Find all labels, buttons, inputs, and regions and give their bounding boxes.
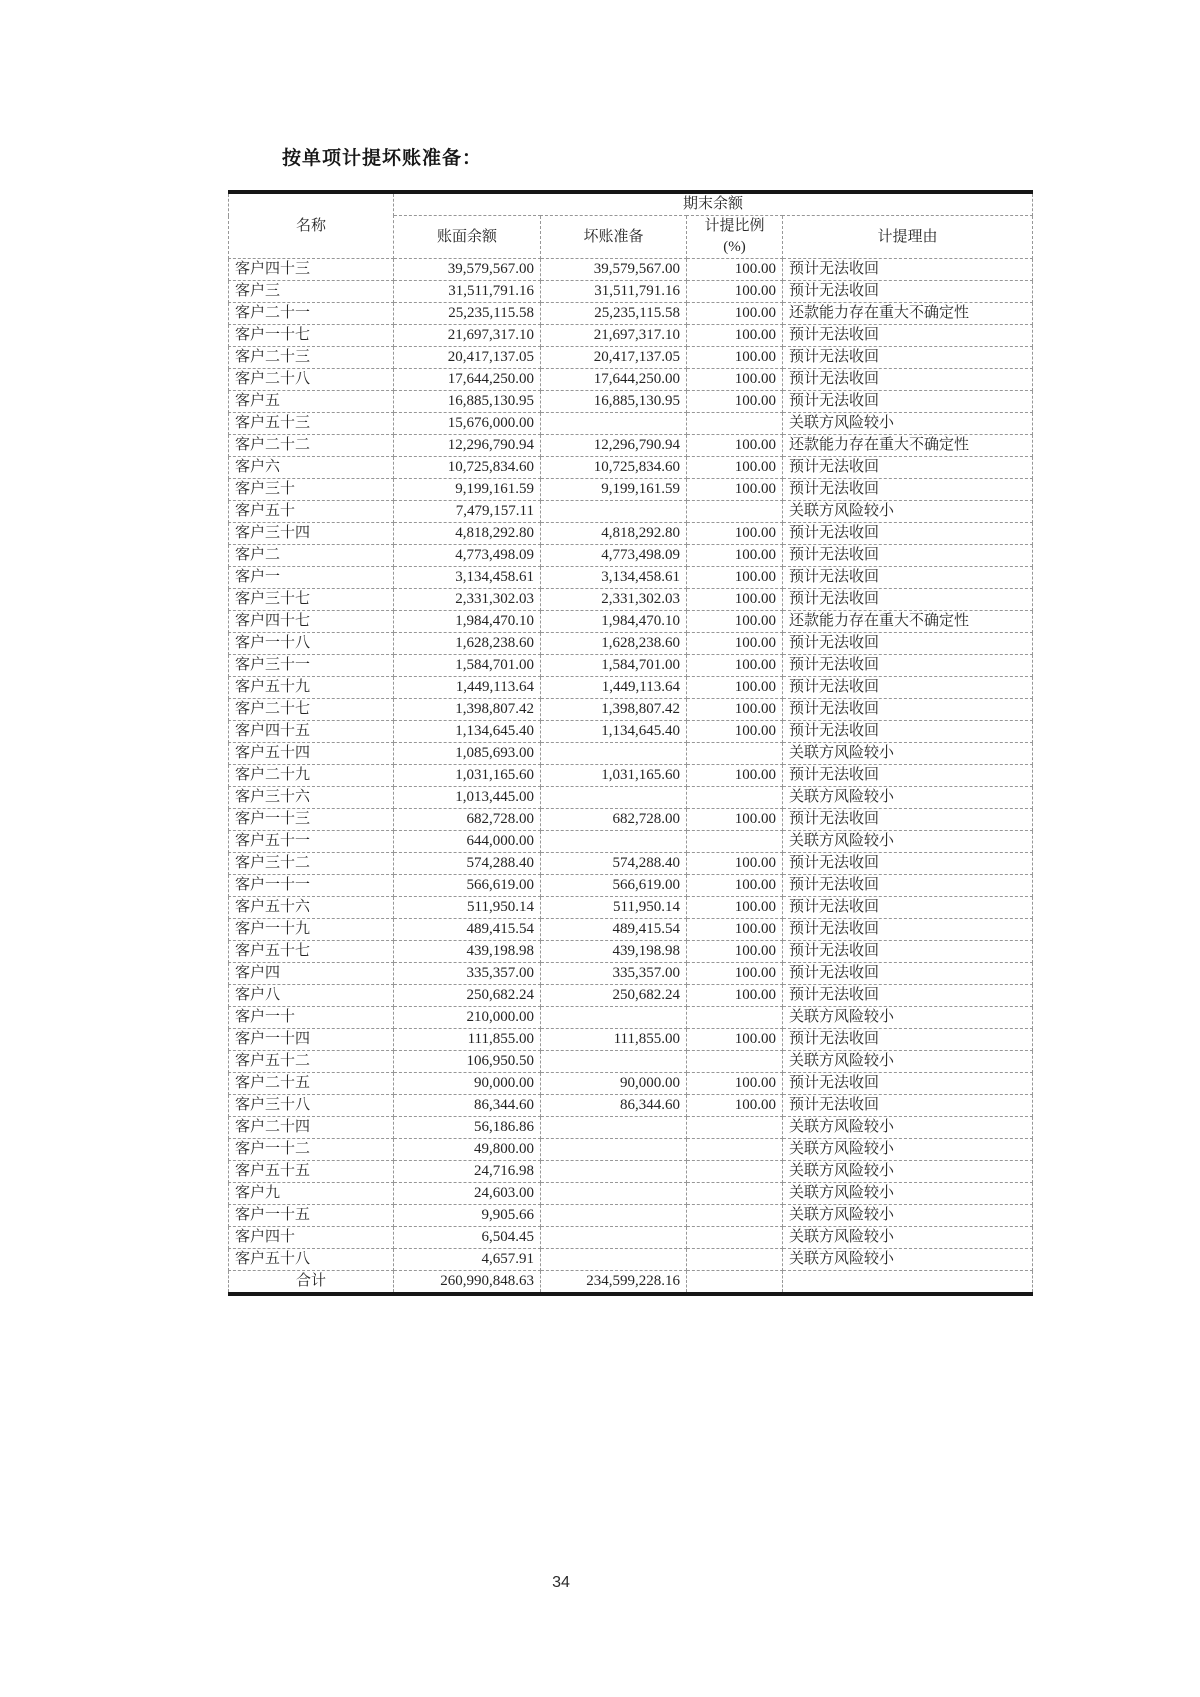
reason-cell: 关联方风险较小: [783, 1051, 1033, 1073]
provision-cell: [541, 1161, 687, 1183]
customer-name-cell: 客户四十三: [229, 259, 394, 281]
provision-cell: [541, 787, 687, 809]
table-row: [229, 787, 1033, 809]
ratio-cell: 100.00: [687, 897, 783, 919]
reason-cell: 关联方风险较小: [783, 1117, 1033, 1139]
provision-cell: [541, 1139, 687, 1161]
table-row: [229, 721, 1033, 743]
table-header: [229, 192, 1033, 259]
table-row: [229, 589, 1033, 611]
book-balance-cell: 335,357.00: [394, 963, 541, 985]
book-balance-cell: 1,449,113.64: [394, 677, 541, 699]
customer-name-cell: 客户二十五: [229, 1073, 394, 1095]
reason-cell: 预计无法收回: [783, 479, 1033, 501]
provision-cell: [541, 1249, 687, 1271]
reason-cell: 预计无法收回: [783, 655, 1033, 677]
customer-name-cell: 客户二十七: [229, 699, 394, 721]
ratio-cell: 100.00: [687, 391, 783, 413]
table-row: [229, 413, 1033, 435]
book-balance-cell: 210,000.00: [394, 1007, 541, 1029]
customer-name-cell: 客户一十七: [229, 325, 394, 347]
provision-cell: 2,331,302.03: [541, 589, 687, 611]
customer-name-cell: 客户三十六: [229, 787, 394, 809]
table-row: [229, 545, 1033, 567]
reason-cell: 关联方风险较小: [783, 1183, 1033, 1205]
book-balance-cell: 4,818,292.80: [394, 523, 541, 545]
customer-name-cell: 客户五十三: [229, 413, 394, 435]
ratio-cell: [687, 1117, 783, 1139]
provision-cell: 335,357.00: [541, 963, 687, 985]
book-balance-cell: 644,000.00: [394, 831, 541, 853]
customer-name-cell: 客户一十三: [229, 809, 394, 831]
ratio-cell: 100.00: [687, 853, 783, 875]
customer-name-cell: 客户六: [229, 457, 394, 479]
table-row: [229, 1161, 1033, 1183]
reason-cell: 关联方风险较小: [783, 743, 1033, 765]
customer-name-cell: 客户一: [229, 567, 394, 589]
provision-cell: 489,415.54: [541, 919, 687, 941]
reason-cell: 关联方风险较小: [783, 1227, 1033, 1249]
provision-cell: 682,728.00: [541, 809, 687, 831]
book-balance-cell: 1,628,238.60: [394, 633, 541, 655]
reason-cell: 预计无法收回: [783, 589, 1033, 611]
reason-cell: 还款能力存在重大不确定性: [783, 611, 1033, 633]
book-balance-cell: 111,855.00: [394, 1029, 541, 1051]
table-row: [229, 567, 1033, 589]
reason-cell: 关联方风险较小: [783, 787, 1033, 809]
table-row: [229, 963, 1033, 985]
customer-name-cell: 客户二十九: [229, 765, 394, 787]
reason-cell: 预计无法收回: [783, 809, 1033, 831]
reason-cell: 关联方风险较小: [783, 413, 1033, 435]
ratio-cell: [687, 1139, 783, 1161]
table-row: [229, 457, 1033, 479]
bad-debt-provision-table: [228, 190, 1033, 1296]
ratio-cell: [687, 1205, 783, 1227]
book-balance-cell: 56,186.86: [394, 1117, 541, 1139]
ratio-cell: [687, 743, 783, 765]
reason-cell: 关联方风险较小: [783, 831, 1033, 853]
table-row: [229, 611, 1033, 633]
ratio-cell: [687, 501, 783, 523]
table-body: [229, 259, 1033, 1271]
ratio-cell: 100.00: [687, 545, 783, 567]
table-row: [229, 941, 1033, 963]
book-balance-cell: 2,331,302.03: [394, 589, 541, 611]
table-row: [229, 435, 1033, 457]
reason-cell: 关联方风险较小: [783, 1007, 1033, 1029]
table-row: [229, 1073, 1033, 1095]
customer-name-cell: 客户二十一: [229, 303, 394, 325]
table-row: [229, 677, 1033, 699]
reason-cell: 预计无法收回: [783, 545, 1033, 567]
provision-cell: [541, 1205, 687, 1227]
provision-cell: 111,855.00: [541, 1029, 687, 1051]
book-balance-cell: 682,728.00: [394, 809, 541, 831]
book-balance-cell: 511,950.14: [394, 897, 541, 919]
table-row: [229, 347, 1033, 369]
reason-cell: 预计无法收回: [783, 699, 1033, 721]
book-balance-cell: 4,773,498.09: [394, 545, 541, 567]
table-row: [229, 369, 1033, 391]
reason-cell: 预计无法收回: [783, 677, 1033, 699]
ratio-cell: 100.00: [687, 435, 783, 457]
reason-cell: 预计无法收回: [783, 1029, 1033, 1051]
customer-name-cell: 客户九: [229, 1183, 394, 1205]
table-footer: [229, 1271, 1033, 1295]
provision-cell: 16,885,130.95: [541, 391, 687, 413]
ratio-cell: 100.00: [687, 633, 783, 655]
provision-cell: 1,398,807.42: [541, 699, 687, 721]
ratio-cell: 100.00: [687, 611, 783, 633]
provision-cell: [541, 1117, 687, 1139]
table-row: [229, 655, 1033, 677]
customer-name-cell: 客户二十八: [229, 369, 394, 391]
customer-name-cell: 客户一十四: [229, 1029, 394, 1051]
reason-cell: 预计无法收回: [783, 985, 1033, 1007]
provision-cell: 1,984,470.10: [541, 611, 687, 633]
column-header-provision: 坏账准备: [541, 216, 687, 259]
table-row: [229, 1007, 1033, 1029]
total-book-balance: 260,990,848.63: [394, 1271, 541, 1295]
customer-name-cell: 客户五十: [229, 501, 394, 523]
table-row: [229, 325, 1033, 347]
provision-cell: [541, 413, 687, 435]
provision-cell: 21,697,317.10: [541, 325, 687, 347]
ratio-cell: 100.00: [687, 479, 783, 501]
customer-name-cell: 客户一十八: [229, 633, 394, 655]
provision-cell: [541, 1227, 687, 1249]
book-balance-cell: 1,013,445.00: [394, 787, 541, 809]
provision-cell: 250,682.24: [541, 985, 687, 1007]
table-row: [229, 919, 1033, 941]
customer-name-cell: 客户三十四: [229, 523, 394, 545]
table-row: [229, 303, 1033, 325]
table-row: [229, 633, 1033, 655]
table-row: [229, 743, 1033, 765]
ratio-cell: 100.00: [687, 655, 783, 677]
ratio-cell: 100.00: [687, 1073, 783, 1095]
book-balance-cell: 6,504.45: [394, 1227, 541, 1249]
reason-cell: 预计无法收回: [783, 853, 1033, 875]
reason-cell: 预计无法收回: [783, 963, 1033, 985]
book-balance-cell: 12,296,790.94: [394, 435, 541, 457]
book-balance-cell: 439,198.98: [394, 941, 541, 963]
table-row: [229, 1029, 1033, 1051]
ratio-cell: 100.00: [687, 677, 783, 699]
customer-name-cell: 客户二十四: [229, 1117, 394, 1139]
ratio-cell: 100.00: [687, 941, 783, 963]
customer-name-cell: 客户四十: [229, 1227, 394, 1249]
ratio-cell: [687, 1161, 783, 1183]
table-row: [229, 1183, 1033, 1205]
provision-cell: 31,511,791.16: [541, 281, 687, 303]
customer-name-cell: 客户五十一: [229, 831, 394, 853]
customer-name-cell: 客户二: [229, 545, 394, 567]
reason-cell: 预计无法收回: [783, 721, 1033, 743]
ratio-cell: 100.00: [687, 259, 783, 281]
table-row: [229, 1139, 1033, 1161]
table-row: [229, 875, 1033, 897]
reason-cell: 关联方风险较小: [783, 1205, 1033, 1227]
provision-cell: [541, 501, 687, 523]
ratio-cell: 100.00: [687, 963, 783, 985]
provision-cell: [541, 1051, 687, 1073]
reason-cell: 预计无法收回: [783, 567, 1033, 589]
reason-cell: 预计无法收回: [783, 919, 1033, 941]
total-label: 合计: [229, 1271, 394, 1295]
reason-cell: 预计无法收回: [783, 765, 1033, 787]
table-row: [229, 1205, 1033, 1227]
book-balance-cell: 86,344.60: [394, 1095, 541, 1117]
customer-name-cell: 客户四: [229, 963, 394, 985]
ratio-cell: [687, 1227, 783, 1249]
provision-cell: 90,000.00: [541, 1073, 687, 1095]
book-balance-cell: 16,885,130.95: [394, 391, 541, 413]
provision-cell: 1,584,701.00: [541, 655, 687, 677]
table-row: [229, 479, 1033, 501]
provision-cell: 17,644,250.00: [541, 369, 687, 391]
book-balance-cell: 1,984,470.10: [394, 611, 541, 633]
table-row: [229, 1117, 1033, 1139]
provision-cell: 1,031,165.60: [541, 765, 687, 787]
customer-name-cell: 客户五十四: [229, 743, 394, 765]
ratio-label-line2: (%): [723, 239, 746, 255]
customer-name-cell: 客户五十五: [229, 1161, 394, 1183]
table-row: [229, 259, 1033, 281]
table-row: [229, 699, 1033, 721]
customer-name-cell: 客户四十七: [229, 611, 394, 633]
book-balance-cell: 10,725,834.60: [394, 457, 541, 479]
total-row: [229, 1271, 1033, 1295]
reason-cell: 预计无法收回: [783, 369, 1033, 391]
provision-cell: 20,417,137.05: [541, 347, 687, 369]
customer-name-cell: 客户二十三: [229, 347, 394, 369]
ratio-cell: 100.00: [687, 325, 783, 347]
total-ratio-empty: [687, 1271, 783, 1295]
reason-cell: 预计无法收回: [783, 897, 1033, 919]
table-row: [229, 985, 1033, 1007]
customer-name-cell: 客户五: [229, 391, 394, 413]
book-balance-cell: 106,950.50: [394, 1051, 541, 1073]
provision-cell: 86,344.60: [541, 1095, 687, 1117]
customer-name-cell: 客户一十九: [229, 919, 394, 941]
table-row: [229, 809, 1033, 831]
customer-name-cell: 客户五十八: [229, 1249, 394, 1271]
book-balance-cell: 24,716.98: [394, 1161, 541, 1183]
provision-cell: 1,134,645.40: [541, 721, 687, 743]
ratio-cell: 100.00: [687, 919, 783, 941]
ratio-cell: 100.00: [687, 281, 783, 303]
ratio-cell: 100.00: [687, 809, 783, 831]
customer-name-cell: 客户三十一: [229, 655, 394, 677]
ratio-cell: [687, 1051, 783, 1073]
ratio-cell: 100.00: [687, 567, 783, 589]
provision-cell: 3,134,458.61: [541, 567, 687, 589]
provision-cell: [541, 1183, 687, 1205]
reason-cell: 还款能力存在重大不确定性: [783, 303, 1033, 325]
book-balance-cell: 24,603.00: [394, 1183, 541, 1205]
ratio-cell: 100.00: [687, 1095, 783, 1117]
provision-cell: 1,628,238.60: [541, 633, 687, 655]
customer-name-cell: 客户一十五: [229, 1205, 394, 1227]
book-balance-cell: 3,134,458.61: [394, 567, 541, 589]
reason-cell: 预计无法收回: [783, 259, 1033, 281]
customer-name-cell: 客户五十六: [229, 897, 394, 919]
customer-name-cell: 客户一十一: [229, 875, 394, 897]
ratio-label-line1: 计提比例: [704, 218, 765, 234]
table-row: [229, 281, 1033, 303]
ratio-cell: [687, 1007, 783, 1029]
page-number: 34: [552, 1574, 570, 1591]
table-row: [229, 1227, 1033, 1249]
ratio-cell: 100.00: [687, 721, 783, 743]
book-balance-cell: 574,288.40: [394, 853, 541, 875]
provision-cell: 574,288.40: [541, 853, 687, 875]
reason-cell: 预计无法收回: [783, 523, 1033, 545]
reason-cell: 预计无法收回: [783, 391, 1033, 413]
reason-cell: 预计无法收回: [783, 325, 1033, 347]
book-balance-cell: 90,000.00: [394, 1073, 541, 1095]
provision-cell: 12,296,790.94: [541, 435, 687, 457]
book-balance-cell: 7,479,157.11: [394, 501, 541, 523]
provision-cell: 25,235,115.58: [541, 303, 687, 325]
book-balance-cell: 1,584,701.00: [394, 655, 541, 677]
book-balance-cell: 20,417,137.05: [394, 347, 541, 369]
reason-cell: 关联方风险较小: [783, 1249, 1033, 1271]
provision-cell: 4,818,292.80: [541, 523, 687, 545]
reason-cell: 预计无法收回: [783, 875, 1033, 897]
reason-cell: 关联方风险较小: [783, 1139, 1033, 1161]
reason-cell: 还款能力存在重大不确定性: [783, 435, 1033, 457]
customer-name-cell: 客户三十: [229, 479, 394, 501]
provision-cell: 439,198.98: [541, 941, 687, 963]
book-balance-cell: 49,800.00: [394, 1139, 541, 1161]
book-balance-cell: 39,579,567.00: [394, 259, 541, 281]
ratio-cell: 100.00: [687, 347, 783, 369]
provision-cell: 511,950.14: [541, 897, 687, 919]
reason-cell: 预计无法收回: [783, 633, 1033, 655]
ratio-cell: 100.00: [687, 985, 783, 1007]
provision-cell: [541, 831, 687, 853]
table-row: [229, 853, 1033, 875]
ratio-cell: 100.00: [687, 523, 783, 545]
book-balance-cell: 1,134,645.40: [394, 721, 541, 743]
book-balance-cell: 1,398,807.42: [394, 699, 541, 721]
table-row: [229, 1051, 1033, 1073]
reason-cell: 预计无法收回: [783, 457, 1033, 479]
table-row: [229, 391, 1033, 413]
column-header-reason: 计提理由: [783, 216, 1033, 259]
table-row: [229, 831, 1033, 853]
ratio-cell: 100.00: [687, 1029, 783, 1051]
ratio-cell: [687, 1183, 783, 1205]
total-reason-empty: [783, 1271, 1033, 1295]
ratio-cell: 100.00: [687, 589, 783, 611]
customer-name-cell: 客户五十七: [229, 941, 394, 963]
column-header-book-balance: 账面余额: [394, 216, 541, 259]
reason-cell: 预计无法收回: [783, 941, 1033, 963]
book-balance-cell: 1,031,165.60: [394, 765, 541, 787]
customer-name-cell: 客户三: [229, 281, 394, 303]
book-balance-cell: 566,619.00: [394, 875, 541, 897]
ratio-cell: [687, 831, 783, 853]
customer-name-cell: 客户五十九: [229, 677, 394, 699]
book-balance-cell: 17,644,250.00: [394, 369, 541, 391]
ratio-cell: 100.00: [687, 765, 783, 787]
table-row: [229, 501, 1033, 523]
table-row: [229, 523, 1033, 545]
book-balance-cell: 31,511,791.16: [394, 281, 541, 303]
column-header-ending-balance: 期末余额: [394, 192, 1033, 216]
provision-cell: 39,579,567.00: [541, 259, 687, 281]
provision-cell: [541, 743, 687, 765]
customer-name-cell: 客户二十二: [229, 435, 394, 457]
customer-name-cell: 客户一十: [229, 1007, 394, 1029]
book-balance-cell: 15,676,000.00: [394, 413, 541, 435]
column-header-name: 名称: [229, 192, 394, 259]
section-title: 按单项计提坏账准备：: [282, 148, 483, 169]
reason-cell: 关联方风险较小: [783, 1161, 1033, 1183]
ratio-cell: [687, 787, 783, 809]
customer-name-cell: 客户八: [229, 985, 394, 1007]
customer-name-cell: 客户五十二: [229, 1051, 394, 1073]
ratio-cell: 100.00: [687, 303, 783, 325]
ratio-cell: 100.00: [687, 457, 783, 479]
ratio-cell: 100.00: [687, 699, 783, 721]
customer-name-cell: 客户四十五: [229, 721, 394, 743]
provision-cell: 566,619.00: [541, 875, 687, 897]
book-balance-cell: 489,415.54: [394, 919, 541, 941]
customer-name-cell: 客户三十七: [229, 589, 394, 611]
reason-cell: 预计无法收回: [783, 1095, 1033, 1117]
column-header-ratio: [687, 216, 783, 259]
book-balance-cell: 9,199,161.59: [394, 479, 541, 501]
provision-cell: 10,725,834.60: [541, 457, 687, 479]
ratio-cell: [687, 1249, 783, 1271]
customer-name-cell: 客户三十二: [229, 853, 394, 875]
book-balance-cell: 21,697,317.10: [394, 325, 541, 347]
book-balance-cell: 25,235,115.58: [394, 303, 541, 325]
provision-cell: 9,199,161.59: [541, 479, 687, 501]
customer-name-cell: 客户一十二: [229, 1139, 394, 1161]
book-balance-cell: 4,657.91: [394, 1249, 541, 1271]
reason-cell: 预计无法收回: [783, 281, 1033, 303]
book-balance-cell: 9,905.66: [394, 1205, 541, 1227]
reason-cell: 关联方风险较小: [783, 501, 1033, 523]
provision-cell: [541, 1007, 687, 1029]
provision-cell: 4,773,498.09: [541, 545, 687, 567]
ratio-cell: 100.00: [687, 369, 783, 391]
table-row: [229, 1095, 1033, 1117]
table-row: [229, 1249, 1033, 1271]
total-provision: 234,599,228.16: [541, 1271, 687, 1295]
provision-cell: 1,449,113.64: [541, 677, 687, 699]
customer-name-cell: 客户三十八: [229, 1095, 394, 1117]
book-balance-cell: 1,085,693.00: [394, 743, 541, 765]
book-balance-cell: 250,682.24: [394, 985, 541, 1007]
reason-cell: 预计无法收回: [783, 1073, 1033, 1095]
ratio-cell: [687, 413, 783, 435]
ratio-cell: 100.00: [687, 875, 783, 897]
reason-cell: 预计无法收回: [783, 347, 1033, 369]
table-row: [229, 897, 1033, 919]
table-row: [229, 765, 1033, 787]
